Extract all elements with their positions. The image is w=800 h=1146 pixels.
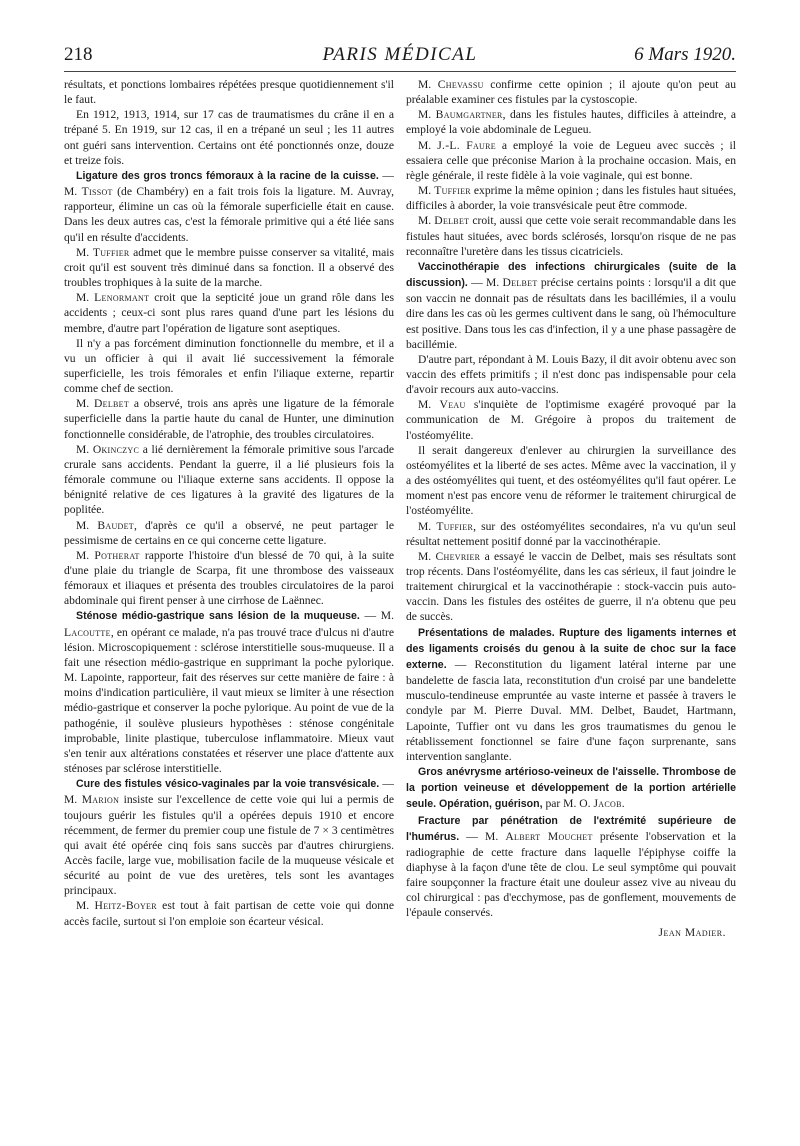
- paragraph: [64, 168, 394, 245]
- paragraph: [64, 898, 394, 928]
- paragraph-text: a observé, trois ans après une ligature de la fémorale superficielle dans la partie haute du canal de Hunter, une diminution fonctionnelle considérable, de l'atrophie, des troubles circulatoires.: [64, 397, 395, 441]
- paragraph: [406, 213, 736, 258]
- paragraph-text: M.: [76, 548, 95, 562]
- paragraph: [406, 352, 736, 397]
- paragraph-text: résultats, et ponctions lombaires répétées presque quotidiennement s'il le faut.: [64, 78, 394, 107]
- paragraph: [406, 764, 736, 812]
- paragraph-text: est tout à fait partisan de cette voie qui donne accès facile, surtout si l'on emploie son écarteur vésical.: [64, 899, 394, 928]
- paragraph-text: insiste sur l'excellence de cette voie qui lui a permis de toujours guérir les fistules qu'il a opérées depuis 1910 et encore récemment, de fermer du premier coup une fistule de 7 × 3 centimètres qui avait été opérée cinq fois sans succès par d'autres chirurgiens. Accès facile, large vue, mobilisation facile de la muqueuse vésicale et sécurité au point de vue des uretères, tels sont les avantages principaux.: [64, 793, 394, 898]
- paragraph-text: rapporte l'histoire d'un blessé de 70 qui, à la suite d'une plaie du triangle de Scarpa, fit une thrombose des vaisseaux fémoraux et iliaques et présenta des troubles circulatoires de la paroi abdominale qui firent penser à une cirrhose de Laënnec.: [64, 548, 394, 608]
- paragraph: [406, 397, 736, 442]
- paragraph-text: M.: [76, 899, 95, 913]
- paragraph-text: .: [621, 797, 625, 811]
- section-heading: Fracture par pénétration de l'extrémité supérieure de l'humérus.: [406, 814, 736, 843]
- paragraph-text: M.: [76, 442, 93, 456]
- paragraph: [406, 107, 736, 137]
- author-name: Okinczyc: [92, 442, 140, 456]
- author-name: Lacoutte: [64, 625, 111, 639]
- section-heading: Présentations de malades. Rupture des ligaments internes et des ligaments croisés du genou à la suite de choc sur la face externe.: [406, 626, 736, 671]
- paragraph: [64, 336, 394, 397]
- paragraph-text: M.: [418, 78, 438, 91]
- paragraph-text: M.: [418, 138, 438, 152]
- running-header: [64, 42, 736, 72]
- paragraph-text: s'inquiète de l'optimisme exagéré provoqué par la communication de M. Grégoire à propos du traitement de l'ostéomyélite.: [406, 398, 737, 442]
- section-heading: Vaccinothérapie des infections chirurgicales (suite de la discussion).: [406, 260, 736, 290]
- author-name: Delbet: [93, 397, 130, 411]
- left-column: [64, 77, 394, 929]
- paragraph-text: — M.: [359, 609, 394, 623]
- paragraph-text: confirme cette opinion ; il ajoute qu'on peut au préalable examiner ces fistules par la cystoscopie.: [406, 78, 736, 107]
- page-number: 218: [64, 44, 93, 65]
- paragraph-text: croit, aussi que cette voie serait recommandable dans les fistules haut situées, avec bords sclérosés, lorsqu'on risque de ne pas reconnaître l'uretère dans les tissus cicatriciels.: [406, 214, 736, 258]
- paragraph: [64, 442, 394, 518]
- section-heading: Ligature des gros troncs fémoraux à la racine de la cuisse.: [76, 169, 379, 182]
- paragraph-text: a employé la voie de Legueu avec succès ; il essaiera celle que préconise Marion à la prochaine occasion. Mais, en règle générale, il reste fidèle à la voie vaginale, qui est bonne.: [406, 138, 736, 182]
- paragraph-text: M.: [418, 184, 435, 198]
- paragraph: [406, 183, 736, 213]
- author-name: Heitz-Boyer: [94, 899, 157, 913]
- right-column: [406, 77, 736, 940]
- paragraph-text: précise certains points : lorsqu'il a dit que son vaccin ne donnait pas de résultats dans les bacillémies, il a voulu dire dans les cas où les germes cultivent dans le sang, où l'hémoculture est positive. Dans tous les cas d'infection, il y a une phase passagère de bacillémie.: [406, 276, 736, 351]
- author-name: Chevassu: [437, 78, 484, 91]
- paragraph-text: M.: [76, 518, 98, 532]
- paragraph-text: (de Chambéry) en a fait trois fois la ligature. M. Auvray, rapporteur, élimine un cas où la fémorale superficielle était en cause. Dans les deux autres cas, c'est la fémorale primitive qui a été liée sans qu'il en résulte d'accidents.: [64, 185, 395, 244]
- paragraph: [406, 138, 736, 183]
- paragraph: [64, 245, 394, 290]
- paragraph-text: — M.: [459, 829, 506, 843]
- section-heading: Sténose médio-gastrique sans lésion de la muqueuse.: [76, 610, 360, 623]
- author-name: Tuffier: [434, 184, 471, 198]
- paragraph: [64, 608, 394, 776]
- author-name: Tuffier: [436, 519, 474, 533]
- author-name: J.-L. Faure: [437, 138, 496, 152]
- paragraph-text: admet que le membre puisse conserver sa vitalité, mais croit qu'il est souvent très diminué dans sa fonction. Il a observé des troubles trophiques à la suite de la marche.: [64, 245, 395, 290]
- paragraph-text: par M. O.: [542, 797, 594, 811]
- paragraph-text: — Reconstitution du ligament latéral interne par une bandelette de fascia lata, reconstitution d'un croisé par une bandelette musculo-tendineuse empruntée au vaste interne et passée à travers le condyle par M. Pierre Duval. MM. Delbet, Baudet, Hartmann, Lapointe, Tuffier ont vu dans les gros traumatismes du genou le rétablissement fonctionnel se faire d'une façon surprenante, sans intervention sanglante.: [406, 657, 736, 763]
- paragraph: [406, 625, 736, 764]
- paragraph-text: M.: [418, 398, 440, 412]
- paragraph: [64, 548, 394, 609]
- author-name: Marion: [81, 793, 120, 807]
- author-name: Baudet: [97, 518, 134, 532]
- paragraph-text: présente l'observation et la radiographie de cette fracture dans laquelle l'épiphyse coiffe la diaphyse à la façon d'une tête de clou. Le seul symptôme qui pouvait faire soupçonner la fracture était une douleur assez vive au niveau du col chirurgical : pas d'ecchymose, pas de gonflement, mouvements de l'épaule conservés.: [406, 829, 736, 920]
- paragraph: [406, 813, 736, 921]
- paragraph-text: a lié dernièrement la fémorale primitive sous l'arcade crurale sans accidents. Pendant la guerre, il a lié plusieurs fois la fémorale commune ou l'iliaque externe sans accidents. Il oppose la bénignité relative de ces ligatures à la gravité des ligatures de la poplitée.: [64, 442, 395, 517]
- author-name: Baumgartner: [435, 108, 503, 122]
- paragraph-text: a essayé le vaccin de Delbet, mais ses résultats sont trop récents. Dans l'ostéomyélite, dans les cas sérieux, il faut joindre le traitement chirurgical et la vaccinothérapie : stock-vaccin puis auto-vaccin. Dans les fistules des ostéites de guerre, il n'a obtenu que peu de succès.: [406, 549, 736, 624]
- paragraph: [406, 77, 736, 107]
- section-heading: Gros anévrysme artérioso-veineux de l'aisselle. Thrombose de la portion veineuse et développement de la portion artérielle seule. Opération, guérison,: [406, 766, 736, 811]
- author-name: Tissot: [81, 185, 113, 199]
- author-name: Veau: [439, 398, 466, 412]
- paragraph-text: M.: [418, 549, 436, 563]
- author-name: Lenormant: [94, 291, 150, 305]
- paragraph-text: M.: [76, 291, 95, 305]
- paragraph-text: En 1912, 1913, 1914, sur 17 cas de traumatismes du crâne il en a trépané 5. En 1919, sur 12 cas, il en a trépané un seul ; les 11 autres ont guéri sans intervention. Certains ont été ponctionnés onze, douze et treize fois.: [64, 108, 394, 167]
- paragraph: [406, 519, 736, 549]
- author-name: Tuffier: [92, 245, 130, 259]
- issue-date: 6 Mars 1920.: [634, 44, 736, 65]
- section-heading: Cure des fistules vésico-vaginales par la voie transvésicale.: [76, 778, 380, 791]
- paragraph: [64, 518, 394, 548]
- paragraph-text: — M.: [64, 777, 394, 807]
- paragraph: [64, 290, 394, 335]
- paragraph: [64, 77, 394, 107]
- paragraph: [64, 776, 394, 898]
- author-name: Delbet: [502, 276, 538, 290]
- author-name: Chevrier: [435, 549, 481, 563]
- paragraph-text: M.: [76, 397, 94, 411]
- paragraph: [406, 259, 736, 352]
- paragraph: [64, 107, 394, 168]
- author-name: Jacob: [593, 797, 622, 811]
- paragraph-text: , en opérant ce malade, n'a pas trouvé trace d'ulcus ni d'autre lésion. Microscopiquement : sclérose interstitielle sous-muqueuse. Il a fait une résection médio-gastrique en supprimant la poche pylorique. M. Lapointe, rapporteur, fait des réserves sur cette manière de faire : à moins d'indication particulière, il vaut mieux se limiter à une résection médio-gastrique et conserver la poche pylorique. Au point de vue de la pathogénie, il soulève plusieurs hypothèses : sténose congénitale improbable, linite plastique, tuberculose inflammatoire. Mieux vaut s'en tenir aux altérations constatées et réserver une place d'attente aux sténoses par sclérose interstitielle.: [64, 625, 394, 776]
- paragraph-text: Il n'y a pas forcément diminution fonctionnelle du membre, et il a vu un officier à qui il avait lié successivement la fémorale superficielle, les trois fémorales et enfin l'iliaque externe, repartir comme chef de section.: [64, 336, 394, 396]
- paragraph: [406, 549, 736, 625]
- author-name: Potherat: [94, 548, 140, 562]
- paragraph-text: D'autre part, répondant à M. Louis Bazy, il dit avoir obtenu avec son vaccin des effets primitifs ; il n'est donc pas indispensable pour cela d'avoir recours aux auto-vaccins.: [406, 352, 736, 397]
- paragraph-text: — M.: [467, 276, 503, 290]
- author-name: Albert Mouchet: [505, 829, 593, 843]
- paragraph-text: croit que la septicité joue un grand rôle dans les accidents ; ceux-ci sont plus rares quand d'une part les lésions du membre, d'autre part l'opération de ligature sont aseptiques.: [64, 291, 394, 335]
- paragraph-text: , sur des ostéomyélites secondaires, n'a vu qu'un seul résultat nettement positif donné par la vaccinothérapie.: [406, 519, 736, 548]
- paragraph-text: M.: [76, 245, 93, 259]
- paragraph-text: Il serait dangereux d'enlever au chirurgien la surveillance des ostéomyélites et la liberté de ses actes. Même avec la vaccination, il y a des ostéomyélites qui tuent, et des ostéomyélites qu'il faut opérer. Le moment n'est pas encore venu de réformer le traitement chirurgical de l'ostéomyélite.: [406, 443, 736, 518]
- paragraph: [406, 443, 736, 519]
- paragraph-text: exprime la même opinion ; dans les fistules haut situées, difficiles à aborder, la voie transvésicale peut être commode.: [406, 184, 736, 213]
- paragraph-text: — M.: [64, 168, 394, 199]
- author-name: Delbet: [434, 214, 470, 228]
- journal-title: PARIS MÉDICAL: [322, 44, 478, 65]
- paragraph-text: , d'après ce qu'il a observé, ne peut partager le pessimisme de certains en ce qui concerne cette ligature.: [64, 518, 395, 547]
- paragraph-text: M.: [418, 214, 435, 228]
- signature: Jean Madier.: [658, 925, 726, 939]
- paragraph-text: M.: [418, 108, 436, 122]
- paragraph: [64, 396, 394, 441]
- paragraph-text: M.: [418, 519, 437, 533]
- paragraph-text: , dans les fistules hautes, difficiles à atteindre, a employé la voie abdominale de Legueu.: [406, 108, 736, 137]
